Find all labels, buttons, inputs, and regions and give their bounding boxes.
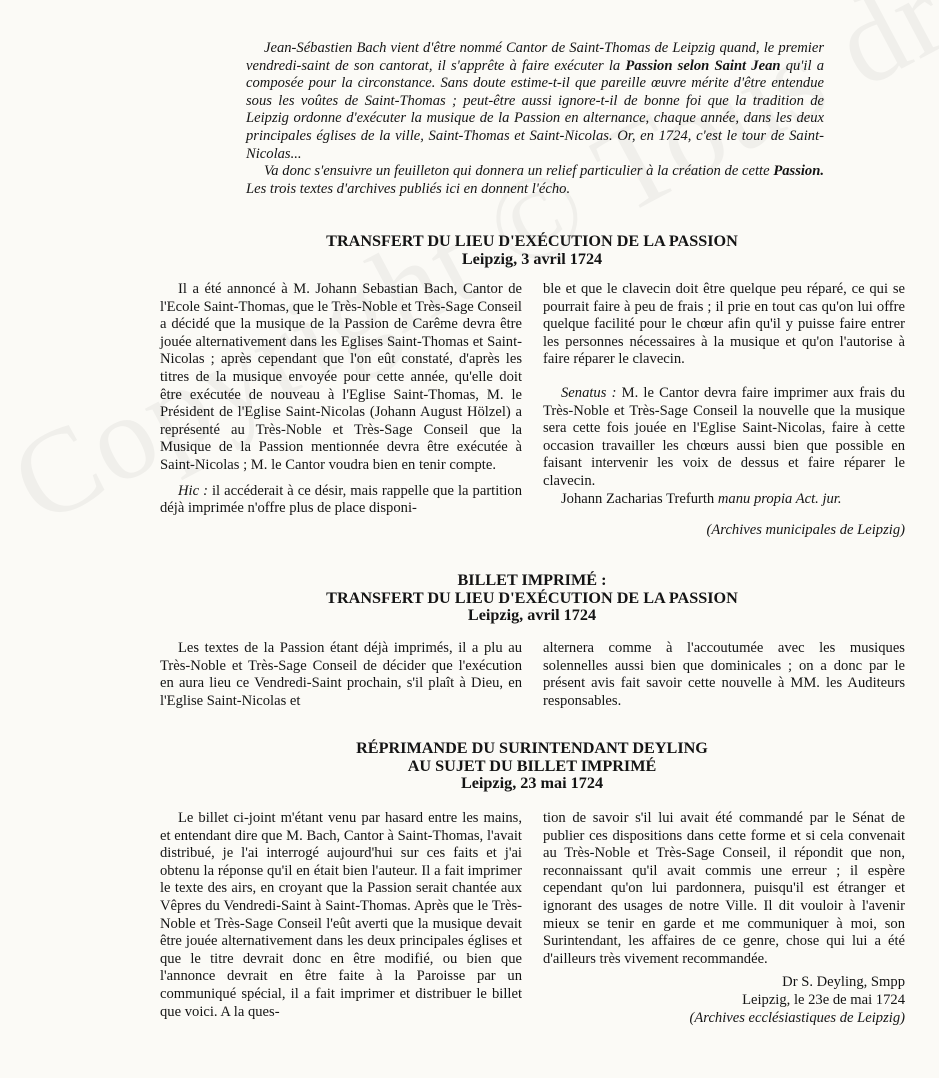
section1-left-column: [160, 281, 522, 540]
section2-title-2: TRANSFERT DU LIEU D'EXÉCUTION DE LA PASSION: [326, 588, 738, 607]
intro-paragraph-1: Jean-Sébastien Bach vient d'être nommé Cantor de Saint-Thomas de Leipzig quand, le premier vendredi-saint de son cantorat, il s'apprête à faire exécuter la Passion selon Saint Jean qu'il a composée pour la circonstance. Sans doute estime-t-il que pareille œuvre mérite d'être entendue sous les voûtes de Saint-Thomas ; peut-être aussi ignore-t-il de bonne foi que la tradition de Leipzig ordonne d'exécuter la musique de la Passion en alternance, chaque année, dans les deux principales églises de la ville, Saint-Thomas et Saint-Nicolas. Or, en 1724, c'est le tour de Saint-Nicolas...: [246, 40, 825, 162]
section3-title-1: RÉPRIMANDE DU SURINTENDANT DEYLING: [356, 739, 708, 757]
section2-title-1: BILLET IMPRIMÉ :: [457, 571, 607, 589]
section3-body: [160, 810, 905, 1027]
section1-heading: [160, 233, 904, 268]
section1-left-paragraph-2: Hic : il accéderait à ce désir, mais rappelle que la partition déjà imprimée n'offre plus de place disponi-: [160, 482, 522, 517]
section3-place-date: Leipzig, le 23e de mai 1724: [742, 991, 905, 1008]
section2-right-paragraph: alternera comme à l'accoutumée avec les musiques solennelles aussi bien que dominicales ; on a donc par le présent avis fait savoir cette nouvelle à MM. les Auditeurs responsables.: [543, 640, 905, 709]
section3-left-paragraph: Le billet ci-joint m'étant venu par hasard entre les mains, et entendant dire que M. Bach, Cantor à Saint-Thomas, l'avait distribué, je l'ai interrogé aujourd'hui sur ces faits et j'ai obtenu la réponse qu'il en était bien l'auteur. Il a fait imprimer le texte des airs, en croyant que la Passion serait chantée aux Vêpres du Vendredi-Saint à Saint-Thomas. Après que le Très-Noble et Très-Sage Conseil l'eût averti que la musique devait être jouée alternativement dans les deux principales églises et que le titre devrait donc en être modifié, ou bien que l'annonce devrait en être faite à la Paroisse par un communiqué spécial, il a fait imprimer et distribuer le billet que voici. A la ques-: [160, 810, 522, 1020]
section3-right-column: [543, 810, 905, 1027]
section1-title: TRANSFERT DU LIEU D'EXÉCUTION DE LA PASSION: [326, 232, 738, 250]
section1-source: (Archives municipales de Leipzig): [706, 522, 905, 539]
section1-body: [160, 281, 905, 540]
section3-date: Leipzig, 23 mai 1724: [460, 774, 604, 793]
section2-left-column: [160, 640, 522, 710]
section2-body: [160, 640, 905, 710]
section3-left-column: [160, 810, 522, 1027]
section1-right-paragraph-2: Senatus : M. le Cantor devra faire imprimer aux frais du Très-Noble et Très-Sage Conseil la nouvelle que la musique sera cette fois jouée en l'Eglise Saint-Nicolas, faire à cette occasion travailler les chœurs aussi bien que possible en faisant intervenir les voix de dessus et faire réparer le clavecin.: [543, 384, 905, 489]
section1-right-paragraph-1: ble et que le clavecin doit être quelque peu réparé, ce qui se pourrait faire à peu de frais ; il prie en tout cas qu'on lui offre quelque facilité pour le chœur afin qu'il y puisse faire entrer les personnes nécessaires à la musique et qu'on l'autorise à faire réparer le clavecin.: [543, 281, 905, 368]
section1-signature: Johann Zacharias Trefurth manu propia Act. jur.: [561, 490, 842, 507]
intro-block: [246, 40, 824, 198]
section3-signature: Dr S. Deyling, Smpp: [782, 974, 905, 991]
section2-heading: [160, 572, 904, 625]
section2-left-paragraph: Les textes de la Passion étant déjà imprimés, il a plu au Très-Noble et Très-Sage Conseil de décider que l'exécution en aura lieu ce Vendredi-Saint prochain, s'il plaît à Dieu, en l'Eglise Saint-Nicolas et: [160, 640, 522, 709]
section3-heading: [160, 740, 904, 793]
section3-source: (Archives ecclésiastiques de Leipzig): [689, 1009, 905, 1026]
section2-date: Leipzig, avril 1724: [467, 606, 597, 625]
section1-date: Leipzig, 3 avril 1724: [461, 249, 603, 268]
section3-right-paragraph: tion de savoir s'il lui avait été commandé par le Sénat de publier ces dispositions dans cette forme et si cela convenait au Très-Noble et Très-Sage Conseil, il répondit que non, reconnaissant qu'il avait commis une erreur ; il espère cependant qu'on lui pardonnera, puisqu'il est étranger et ignorant des usages de notre Ville. Il dit vouloir à l'avenir mieux se tenir en garde et me communiquer à moi, son Surintendant, les affaires de ce genre, chose qui lui a été d'ailleurs très vivement recommandée.: [543, 810, 905, 967]
section3-title-2: AU SUJET DU BILLET IMPRIMÉ: [407, 756, 657, 775]
section1-right-column: [543, 281, 905, 540]
intro-paragraph-2: Va donc s'ensuivre un feuilleton qui donnera un relief particulier à la création de cette Passion. Les trois textes d'archives publiés ici en donnent l'écho.: [246, 163, 824, 197]
section2-right-column: [543, 640, 905, 710]
section1-left-paragraph-1: Il a été annoncé à M. Johann Sebastian Bach, Cantor de l'Ecole Saint-Thomas, que le Très-Noble et Très-Sage Conseil a décidé que la musique de la Passion de Carême devra être jouée alternativement dans les Eglises Saint-Thomas et Saint-Nicolas ; après cependant que l'on eût constaté, d'après les titres de la musique envoyée pour cette année, qu'elle doit être exécutée de nouveau à l'Eglise Saint-Thomas, M. le Président de l'Eglise Saint-Nicolas (Johann August Hölzel) a représenté au Très-Noble et Très-Sage Conseil que la Musique de la Passion mentionnée devra être exécutée à Saint-Nicolas ; M. le Cantor voudra bien en tenir compte.: [160, 281, 522, 473]
